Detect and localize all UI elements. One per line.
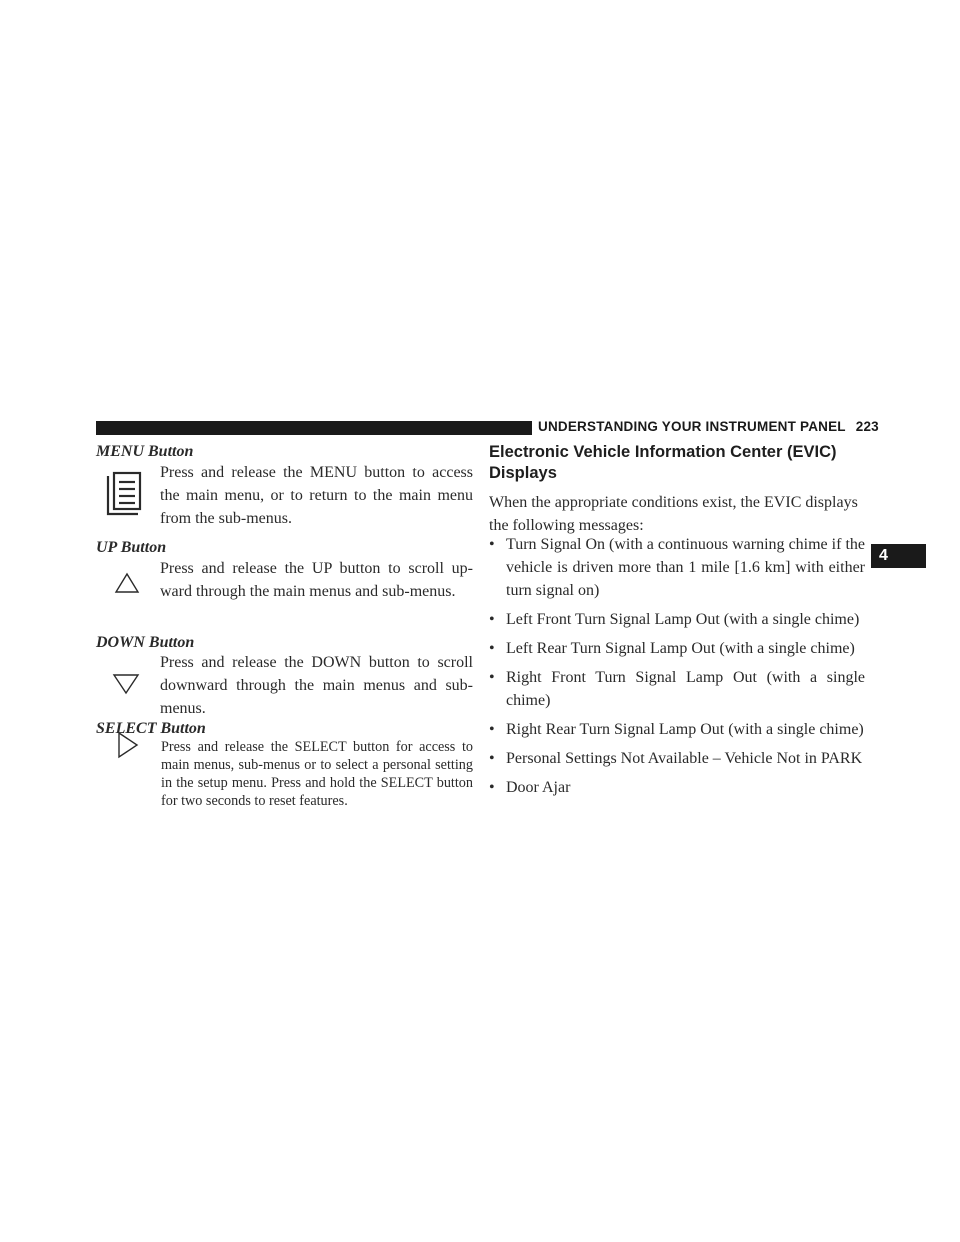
list-item: • Right Rear Turn Signal Lamp Out (with a single chime) xyxy=(489,718,865,741)
evic-intro: When the appropriate conditions exist, the EVIC displays the following messages: xyxy=(489,494,858,534)
evic-section-title: Electronic Vehicle Information Center (EVIC) Displays xyxy=(489,443,837,482)
menu-button-heading: MENU Button xyxy=(96,443,194,460)
running-header xyxy=(538,419,879,434)
menu-list-icon xyxy=(104,470,144,518)
evic-message-list xyxy=(489,533,865,805)
list-item: • Turn Signal On (with a continuous warning chime if the vehicle is driven more than 1 mile [1.6 km] with either turn signal on) xyxy=(489,533,865,602)
menu-button-description: Press and release the MENU button to access the main menu, or to return to the main menu from the sub-menus. xyxy=(160,464,473,527)
right-triangle-icon xyxy=(117,731,139,759)
down-button-heading: DOWN Button xyxy=(96,634,195,651)
down-triangle-icon xyxy=(112,673,140,695)
down-button-description: Press and release the DOWN button to scroll downward through the main menus and sub-menus. xyxy=(160,654,473,717)
up-triangle-icon xyxy=(114,572,140,594)
list-item: • Personal Settings Not Available – Vehicle Not in PARK xyxy=(489,747,865,770)
up-button-heading: UP Button xyxy=(96,539,167,556)
chapter-tab: 4 xyxy=(871,544,926,568)
list-item: • Right Front Turn Signal Lamp Out (with a single chime) xyxy=(489,666,865,712)
list-item: • Left Rear Turn Signal Lamp Out (with a single chime) xyxy=(489,637,865,660)
select-button-heading: SELECT Button xyxy=(96,720,206,737)
select-button-description: Press and release the SELECT button for access to main menus, sub-menus or to select a personal setting in the setup menu. Press and hold the SELECT button for two seconds to reset features. xyxy=(161,739,473,809)
up-button-description: Press and release the UP button to scroll up-ward through the main menus and sub-menus. xyxy=(160,560,473,600)
page-number: 223 xyxy=(855,419,879,434)
header-title: UNDERSTANDING YOUR INSTRUMENT PANEL xyxy=(538,419,846,434)
header-rule xyxy=(96,421,532,435)
list-item: • Left Front Turn Signal Lamp Out (with a single chime) xyxy=(489,608,865,631)
list-item: • Door Ajar xyxy=(489,776,865,799)
